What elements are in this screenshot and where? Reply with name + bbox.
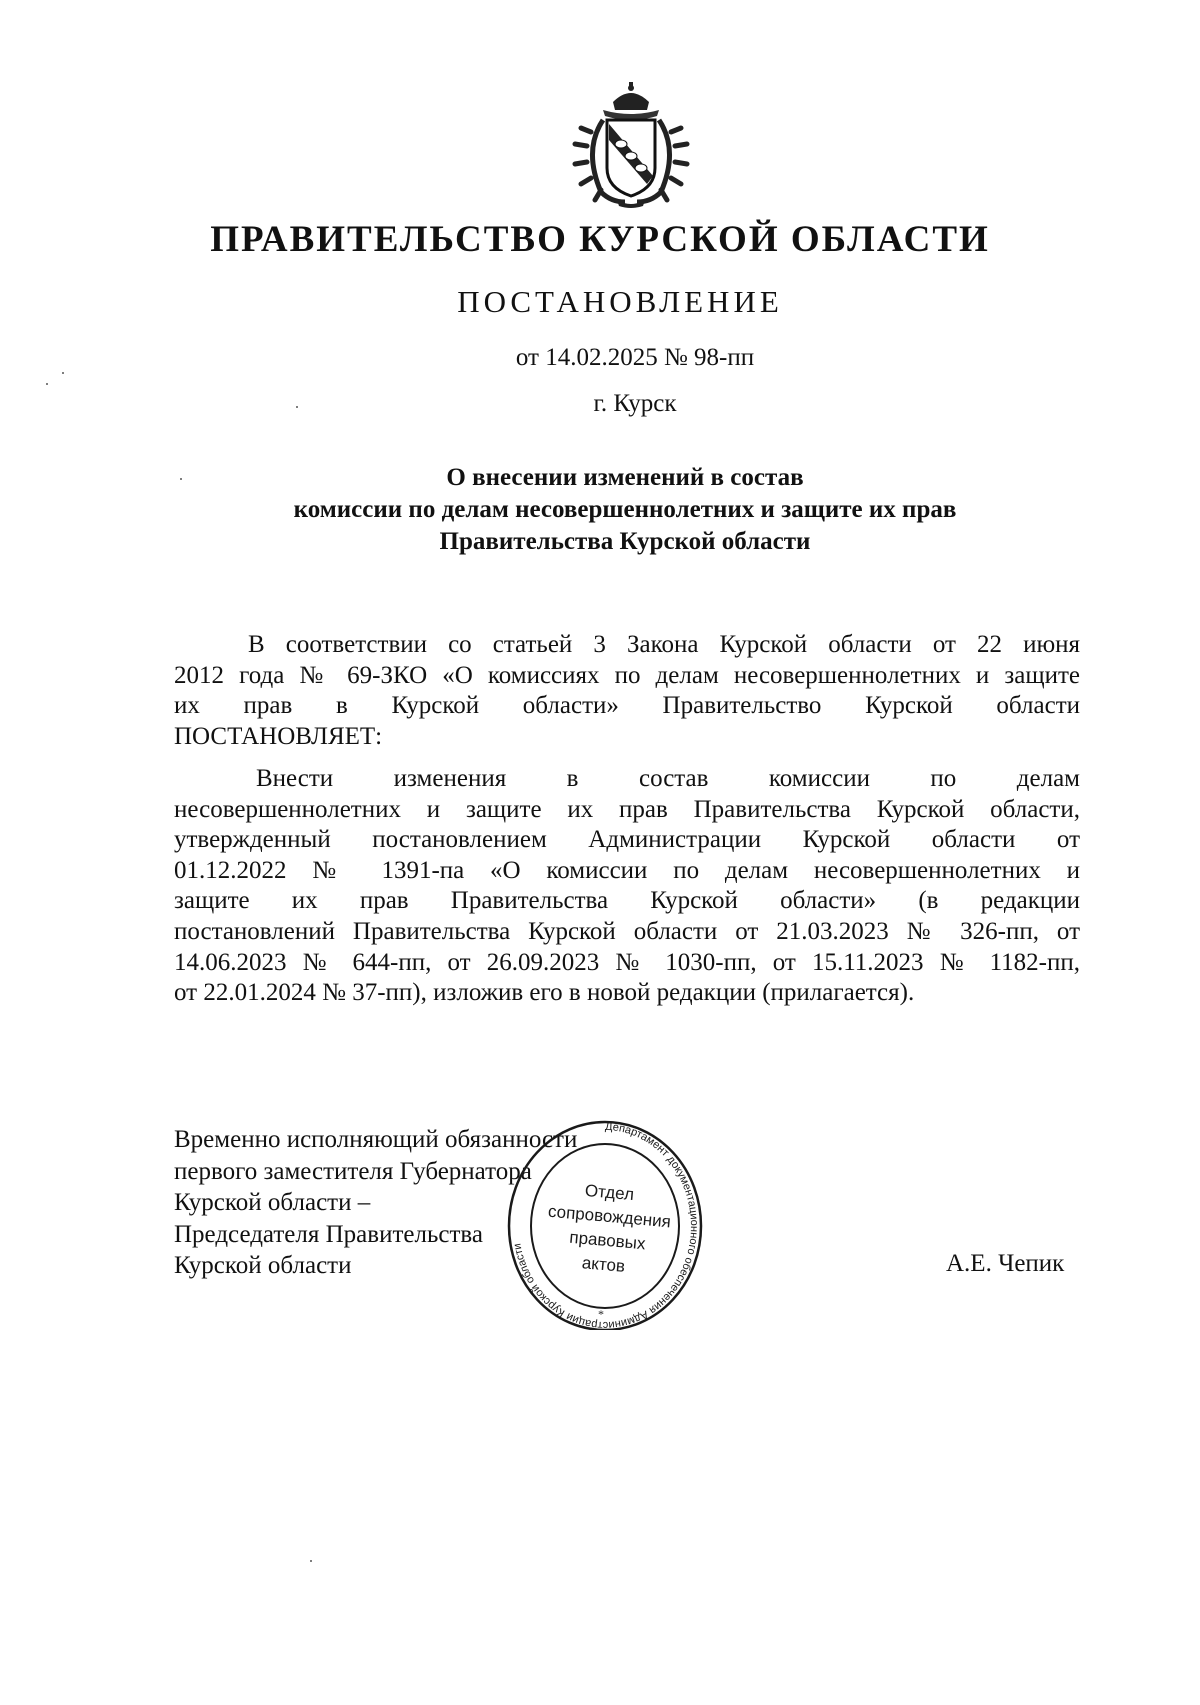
- paragraph-line: от 22.01.2024 № 37-пп), изложив его в новой редакции (прилагается).: [174, 979, 915, 1007]
- paragraph-line: 2012 года № 69-ЗКО «О комиссиях по делам несовершеннолетних и защите: [174, 661, 1080, 689]
- stamp-text: Отдел: [584, 1180, 635, 1205]
- stamp-ring-text: Департамент документационного обеспечения Администрации Курской области: [511, 1120, 700, 1330]
- document-type: ПОСТАНОВЛЕНИЕ: [457, 284, 783, 319]
- government-title: ПРАВИТЕЛЬСТВО КУРСКОЙ ОБЛАСТИ: [210, 219, 990, 260]
- document-date-number: от 14.02.2025 № 98-пп: [515, 344, 755, 371]
- paragraph-line: утвержденный постановлением Администрации Курской области от: [174, 826, 1080, 854]
- scan-speck: [310, 1560, 312, 1562]
- subject-line: Правительства Курской области: [439, 528, 811, 555]
- kursk-coat-of-arms-icon: [563, 80, 699, 208]
- paragraph-preamble: [174, 630, 1080, 752]
- paragraph-line: несовершеннолетних и защите их прав Правительства Курской области,: [174, 795, 1080, 823]
- paragraph-resolution: [174, 764, 1080, 1009]
- scan-speck: [180, 478, 182, 480]
- subject-line: О внесении изменений в состав: [446, 464, 804, 491]
- document-city: г. Курск: [593, 390, 677, 417]
- scan-speck: [46, 383, 48, 385]
- stamp-text: сопровождения: [547, 1201, 672, 1232]
- signatory-name: А.Е. Чепик: [946, 1250, 1065, 1277]
- svg-text:*: *: [598, 1307, 604, 1321]
- paragraph-line: 14.06.2023 № 644-пп, от 26.09.2023 № 1030-пп, от 15.11.2023 № 1182-пп,: [174, 948, 1080, 976]
- stamp-text: правовых: [568, 1227, 647, 1254]
- document-subject: [25, 462, 1200, 558]
- subject-line: комиссии по делам несовершеннолетних и защите их прав: [293, 496, 957, 523]
- paragraph-line: защите их прав Правительства Курской области» (в редакции: [174, 887, 1080, 915]
- paragraph-line: Внести изменения в состав комиссии по делам: [256, 765, 1080, 792]
- paragraph-line: 01.12.2022 № 1391-па «О комиссии по делам несовершеннолетних и: [174, 856, 1080, 884]
- signatory-line: первого заместителя Губернатора: [174, 1157, 532, 1185]
- paragraph-line: постановлений Правительства Курской области от 21.03.2023 № 326-пп, от: [174, 917, 1080, 945]
- paragraph-line: В соответствии со статьей 3 Закона Курской области от 22 июня: [248, 631, 1080, 658]
- official-stamp: [505, 1110, 705, 1330]
- signatory-line: Председателя Правительства: [174, 1220, 483, 1248]
- scan-speck: [296, 406, 298, 408]
- signatory-line: Курской области: [174, 1252, 352, 1279]
- signatory-line: Временно исполняющий обязанности: [174, 1126, 578, 1153]
- paragraph-line: ПОСТАНОВЛЯЕТ:: [174, 722, 383, 750]
- scan-speck: [62, 372, 64, 374]
- paragraph-line: их прав в Курской области» Правительство Курской области: [174, 692, 1080, 720]
- signatory-line: Курской области –: [174, 1189, 371, 1216]
- stamp-text: актов: [581, 1253, 626, 1276]
